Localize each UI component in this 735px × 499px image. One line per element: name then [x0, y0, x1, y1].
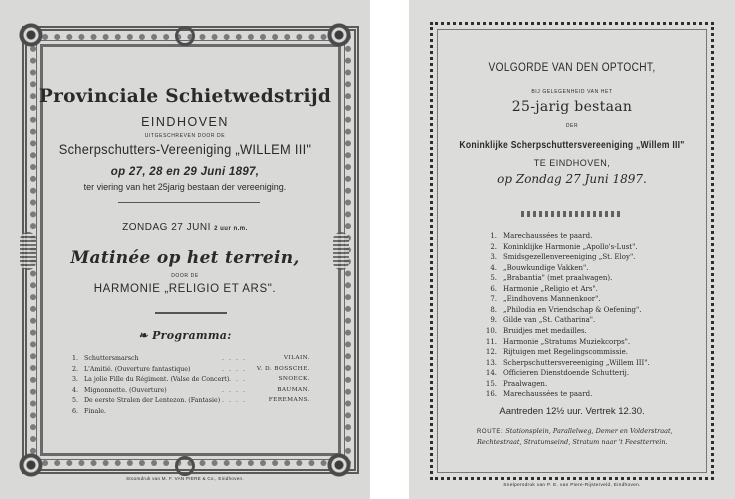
procession-item: [481, 253, 701, 264]
assembly-time: Aantreden 12½ uur. Vertrek 12.30.: [499, 406, 645, 417]
procession-item-text: Marechaussées te paard.: [503, 390, 593, 399]
concert-time: 2 uur n.m.: [214, 226, 248, 232]
program-item-title: La jolie Fille du Régiment. (Valse de Concert): [84, 376, 230, 384]
procession-item-text: „Eindhovens Mannenkoor".: [503, 295, 601, 304]
procession-item-number: 15.: [485, 379, 497, 388]
competition-dates: op 27, 28 en 29 Juni 1897,: [110, 166, 260, 178]
procession-item-text: Officieren Dienstdoende Schutterij.: [503, 369, 630, 378]
procession-item: [481, 390, 701, 401]
programma-ornament-icon: ❧: [138, 329, 153, 342]
procession-item-number: 11.: [485, 337, 497, 346]
procession-item-text: „Bouwkundige Vakken".: [503, 263, 589, 272]
program-item: [72, 355, 310, 365]
procession-item: [481, 327, 701, 338]
procession-item-number: 6.: [490, 284, 497, 293]
program-item-composer: BAUMAN.: [277, 386, 310, 393]
program-item-number: 4.: [72, 386, 79, 394]
matinee-heading: Matinée op het terrein,: [70, 248, 300, 268]
program-item-title: Schuttersmarsch: [84, 355, 139, 362]
leader-dots: ....: [222, 365, 251, 373]
program-item: [72, 408, 310, 418]
procession-item: [481, 243, 701, 254]
procession-item-text: Marechaussées te paard.: [503, 232, 593, 240]
program-item-composer: V. D. BOSSCHE.: [256, 365, 310, 372]
concert-day: ZONDAG 27 JUNI: [122, 222, 211, 233]
procession-item-text: Koninklijke Harmonie „Apollo's-Lust".: [503, 242, 638, 251]
decorative-flourish-icon: [521, 211, 623, 217]
occasion-label: BIJ GELEGENHEID VAN HET: [531, 89, 613, 95]
divider: [155, 312, 227, 314]
procession-item-number: 8.: [490, 305, 497, 314]
concert-day-line: [0, 222, 370, 233]
route-label: ROUTE:: [477, 429, 504, 435]
poster-title: Provinciale Schietwedstrijd: [38, 86, 332, 107]
printer-credit: Snelpersdruk van P. E. van Piere-Rijsterveld, Eindhoven.: [503, 483, 641, 488]
program-item-title: Mignonnette. (Ouverture): [84, 386, 167, 394]
program-item-number: 5.: [72, 397, 79, 405]
poster-city: EINDHOVEN: [141, 115, 229, 129]
program-item-composer: SNOECK.: [278, 376, 310, 383]
by-label: DOOR DE: [171, 273, 199, 279]
program-item-title: Finale.: [84, 408, 106, 415]
leader-dots: ....: [222, 397, 251, 405]
procession-item-number: 5.: [490, 274, 497, 283]
route-text-2: Rechtestraat, Stratumseind, Stratum naar 't Feestterrein.: [477, 438, 668, 446]
program-item-title: L'Amitié. (Ouverture fantastique): [84, 365, 191, 373]
leader-dots: ....: [222, 355, 251, 362]
procession-item-text: Bruidjes met medailles.: [503, 326, 587, 335]
program-item-number: 1.: [72, 355, 79, 362]
procession-date: op Zondag 27 Juni 1897.: [497, 172, 647, 186]
program-item: [72, 387, 310, 397]
procession-item-number: 7.: [490, 295, 497, 304]
program-item-number: 3.: [72, 376, 79, 384]
divider: [118, 202, 260, 203]
procession-item: [481, 232, 701, 243]
der-label: DER: [565, 123, 579, 129]
society-name: Koninklijke Scherpschuttersvereeniging „Willem III": [459, 139, 685, 151]
program-item: [72, 376, 310, 386]
program-item-number: 2.: [72, 365, 79, 373]
harmonie-name: HARMONIE „RELIGIO ET ARS".: [93, 283, 277, 295]
procession-item: [481, 369, 701, 380]
procession-item: [481, 306, 701, 317]
route-line-1: [477, 427, 673, 435]
leader-dots: ....: [222, 376, 251, 384]
corner-ornament-icon: [18, 452, 44, 478]
procession-item-text: Smidsgezellenvereeniging „St. Eloy".: [503, 253, 636, 262]
program-item: [72, 366, 310, 376]
corner-ornament-icon: [18, 22, 44, 48]
procession-item-text: Praalwagen.: [503, 379, 548, 388]
procession-item: [481, 274, 701, 285]
corner-ornament-icon: [326, 452, 352, 478]
procession-item: [481, 264, 701, 275]
route-text-1: Stationsplein, Parallelweg, Demer en Volderstraat,: [505, 427, 673, 435]
procession-item: [481, 316, 701, 327]
top-scroll-ornament-icon: [175, 26, 195, 46]
corner-ornament-icon: [326, 22, 352, 48]
procession-item-number: 14.: [485, 369, 497, 378]
procession-item-text: „Brabantia" (met praalwagen).: [503, 274, 613, 283]
procession-item: [481, 285, 701, 296]
procession-item-number: 3.: [490, 253, 497, 262]
procession-item: [481, 348, 701, 359]
society-name: Scherpschutters-Vereeniging „WILLEM III": [58, 141, 312, 157]
procession-item-number: 2.: [490, 242, 497, 251]
procession-heading: VOLGORDE VAN DEN OPTOCHT,: [488, 62, 656, 74]
procession-item-number: 9.: [490, 316, 497, 325]
program-item-title: De eerste Stralen der Lentezon. (Fantasie): [84, 397, 221, 405]
program-item-composer: FEREMANS.: [268, 397, 310, 404]
procession-item-text: Harmonie „Stratums Muziekcorps".: [503, 337, 631, 346]
program-item-number: 6.: [72, 408, 79, 415]
city-line: TE EINDHOVEN,: [533, 158, 611, 168]
program-item: [72, 397, 310, 407]
procession-item-text: Rijtuigen met Regelingscommissie.: [503, 348, 628, 357]
leader-dots: ....: [222, 386, 251, 394]
procession-item-number: 12.: [485, 348, 497, 357]
bottom-scroll-ornament-icon: [175, 456, 195, 476]
procession-item: [481, 359, 701, 370]
programma-heading: [0, 329, 370, 342]
procession-item-number: 4.: [490, 263, 497, 272]
procession-item-text: Harmonie „Religio et Ars".: [503, 284, 598, 293]
procession-item-number: 13.: [485, 358, 497, 367]
procession-item-number: 10.: [485, 326, 497, 335]
programma-label: Programma:: [152, 329, 232, 342]
written-by-label: UITGESCHREVEN DOOR DE: [144, 133, 226, 139]
anniversary-title: 25-jarig bestaan: [511, 99, 633, 115]
procession-item: [481, 380, 701, 391]
occasion-text: ter viering van het 25jarig bestaan der vereeniging.: [83, 182, 287, 192]
procession-item: [481, 338, 701, 349]
procession-item-number: 1.: [490, 232, 497, 240]
procession-item: [481, 295, 701, 306]
program-item-composer: VILAIN.: [283, 355, 310, 361]
printer-credit: Stoomdruk van M. F. VAN PIERE & Co., Eindhoven.: [126, 476, 244, 481]
procession-item-number: 16.: [485, 390, 497, 399]
procession-item-text: „Philodia en Vriendschap & Oefening".: [503, 305, 642, 314]
procession-item-text: Scherpschuttersvereeniging „Willem III".: [503, 358, 650, 367]
right-poster: [409, 0, 735, 499]
procession-item-text: Gilde van „St. Catharina".: [503, 316, 596, 325]
